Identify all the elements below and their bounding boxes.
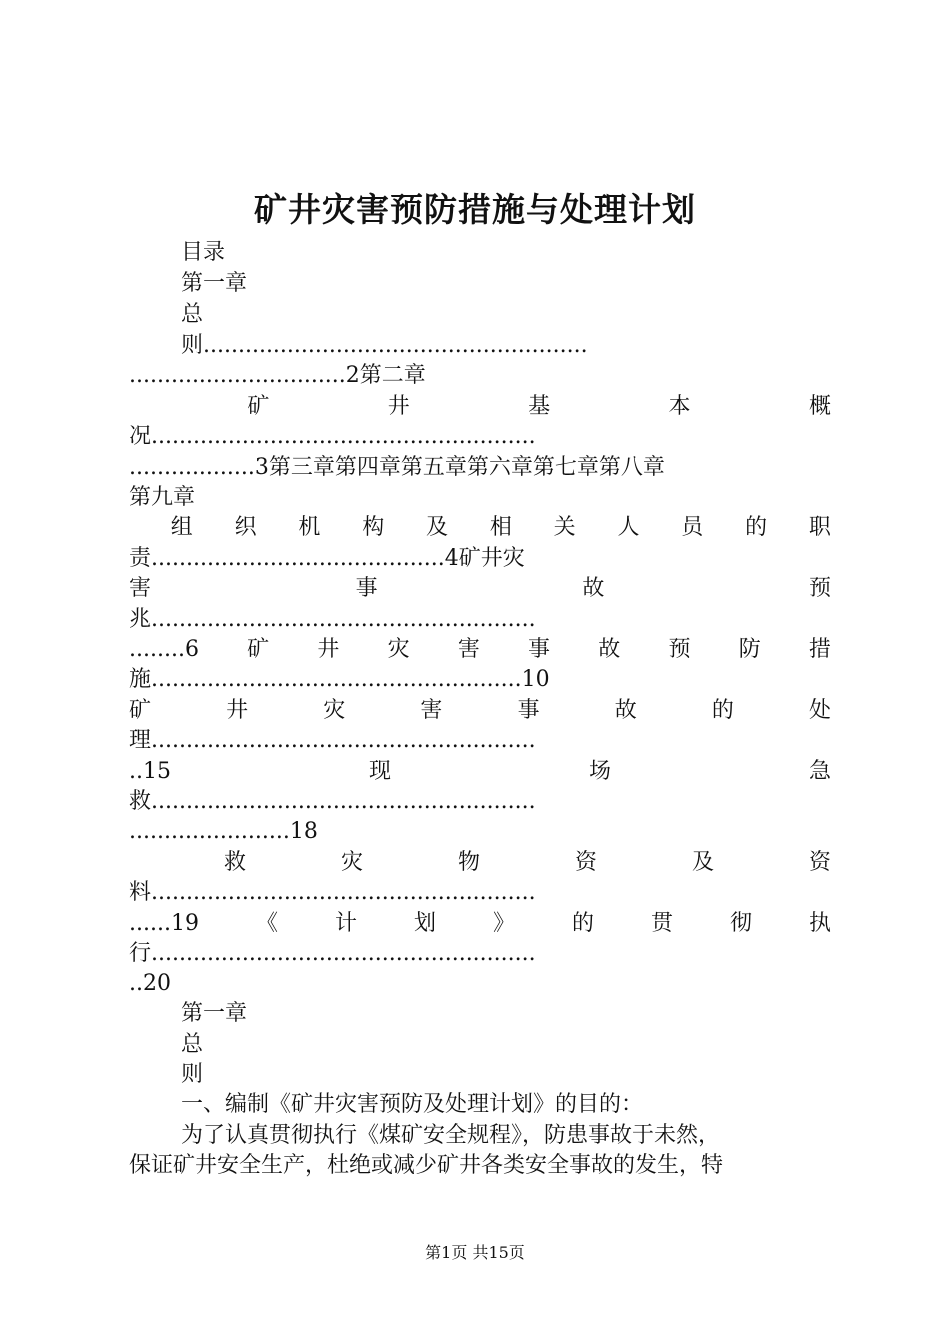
text-segment: 职 <box>808 515 831 540</box>
text-line: 目录 <box>181 240 226 265</box>
text-segment: 计 <box>334 911 357 936</box>
text-segment: 灾 <box>340 850 363 875</box>
text-segment: 害 <box>129 576 152 601</box>
text-segment: 的 <box>745 515 768 540</box>
text-line: 第一章 <box>181 1001 248 1026</box>
text-segment: 资 <box>574 850 597 875</box>
text-line <box>129 848 831 878</box>
text-line: .......................18 <box>129 819 318 844</box>
text-segment: 井 <box>317 637 340 662</box>
text-segment: ........6 <box>129 637 199 662</box>
text-segment: 的 <box>571 911 594 936</box>
text-segment: 员 <box>681 515 704 540</box>
text-segment: 害 <box>457 637 480 662</box>
text-segment: 现 <box>368 759 391 784</box>
text-segment: 矿 <box>129 698 152 723</box>
text-line: 行....................................................... <box>129 941 536 966</box>
text-segment: 基 <box>528 394 551 419</box>
text-segment: 事 <box>355 576 378 601</box>
text-line: 总 <box>181 302 204 327</box>
text-segment: 害 <box>420 698 443 723</box>
document-title: 矿井灾害预防措施与处理计划 <box>254 190 696 229</box>
text-segment: ......19 <box>129 911 199 936</box>
text-segment: 织 <box>234 515 257 540</box>
text-line: 一、编制《矿井灾害预防及处理计划》的目的： <box>181 1092 644 1117</box>
text-segment: 事 <box>517 698 540 723</box>
text-line: 保证矿井安全生产，杜绝或减少矿井各类安全事故的发生，特 <box>129 1153 724 1178</box>
text-segment: 资 <box>808 850 831 875</box>
text-segment: 防 <box>738 637 761 662</box>
text-segment: 井 <box>387 394 410 419</box>
text-segment: 构 <box>362 515 385 540</box>
text-segment: 场 <box>588 759 611 784</box>
text-line <box>129 574 831 604</box>
text-segment: 故 <box>614 698 637 723</box>
text-segment: 灾 <box>323 698 346 723</box>
text-line: 救....................................................... <box>129 789 536 814</box>
text-segment: 矿 <box>247 637 270 662</box>
text-line: 第一章 <box>181 271 248 296</box>
text-segment: 预 <box>668 637 691 662</box>
text-line <box>129 513 831 543</box>
text-line: ..................3第三章第四章第五章第六章第七章第八章 <box>129 455 665 480</box>
text-segment: 彻 <box>729 911 752 936</box>
text-line: 则 <box>181 1062 204 1087</box>
text-segment: 机 <box>298 515 321 540</box>
text-line: 总 <box>181 1032 204 1057</box>
text-segment: 急 <box>808 759 831 784</box>
text-segment: 及 <box>691 850 714 875</box>
text-segment: 井 <box>226 698 249 723</box>
text-segment: 划 <box>413 911 436 936</box>
text-line: 兆....................................................... <box>129 607 536 632</box>
text-line: ...............................2第二章 <box>129 363 426 388</box>
text-segment: 关 <box>553 515 576 540</box>
text-segment: 及 <box>426 515 449 540</box>
text-segment: 处 <box>808 698 831 723</box>
text-segment: 矿 <box>247 394 270 419</box>
text-line: 施.....................................................10 <box>129 667 550 692</box>
text-line <box>129 757 831 787</box>
text-segment: 《 <box>255 911 278 936</box>
text-line: 理....................................................... <box>129 728 536 753</box>
text-segment: 组 <box>170 515 193 540</box>
text-line: 第九章 <box>129 485 196 510</box>
text-segment: 灾 <box>387 637 410 662</box>
text-segment: 执 <box>808 911 831 936</box>
text-line <box>129 635 831 665</box>
text-segment: 救 <box>223 850 246 875</box>
text-segment: 事 <box>528 637 551 662</box>
text-segment: 本 <box>668 394 691 419</box>
text-segment: 概 <box>808 394 831 419</box>
text-segment: 故 <box>582 576 605 601</box>
page-footer: 第1页 共15页 <box>425 1243 525 1262</box>
text-line: 料....................................................... <box>129 880 536 905</box>
text-segment: 贯 <box>650 911 673 936</box>
text-line: 况....................................................... <box>129 424 536 449</box>
text-line: 则....................................................... <box>181 333 588 358</box>
text-line: ..20 <box>129 971 171 996</box>
text-segment: 故 <box>598 637 621 662</box>
text-line: 责..........................................4矿井灾 <box>129 546 525 571</box>
text-segment: 预 <box>808 576 831 601</box>
text-line <box>129 392 831 422</box>
text-line: 为了认真贯彻执行《煤矿安全规程》，防患事故于未然， <box>181 1123 721 1148</box>
text-segment: 措 <box>808 637 831 662</box>
text-segment: 相 <box>489 515 512 540</box>
text-segment: 的 <box>711 698 734 723</box>
text-segment: 物 <box>457 850 480 875</box>
text-segment: ..15 <box>129 759 171 784</box>
text-line <box>129 696 831 726</box>
text-segment: 人 <box>617 515 640 540</box>
text-segment: 》 <box>492 911 515 936</box>
text-line <box>129 909 831 939</box>
